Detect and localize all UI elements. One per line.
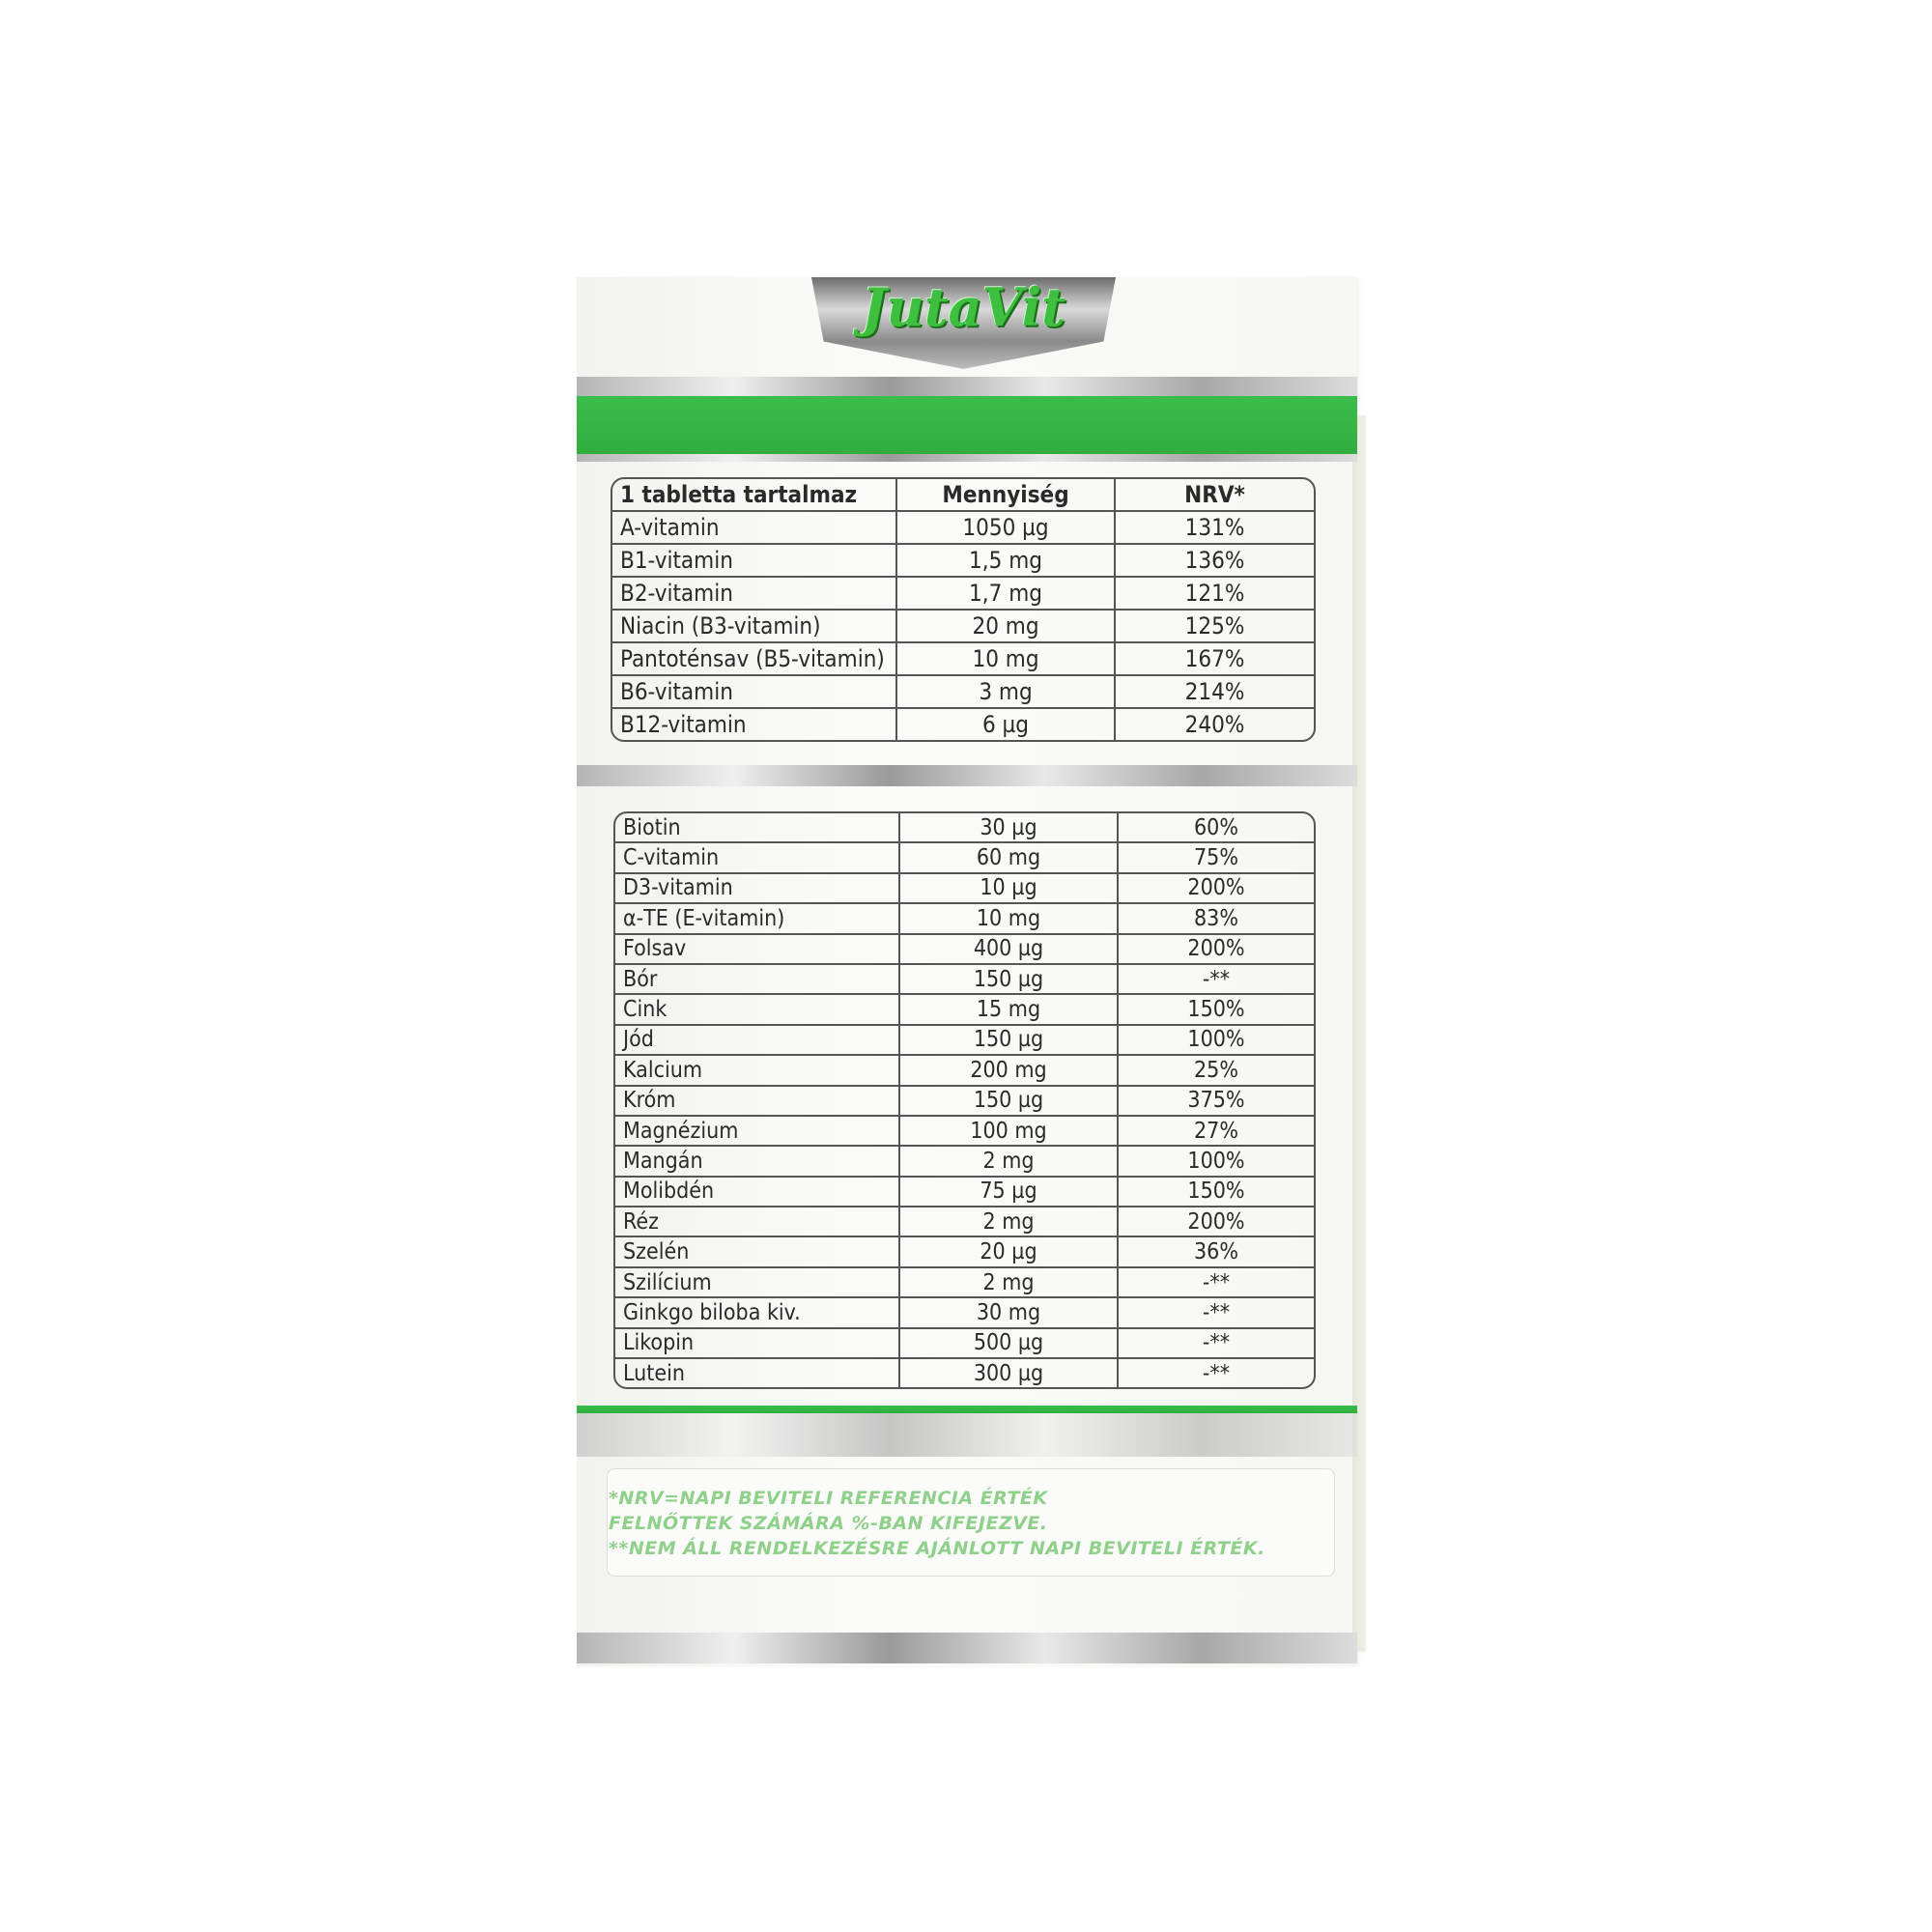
table-row <box>612 676 1314 709</box>
silver-band-top-thin <box>577 454 1357 462</box>
header-amount: Mennyiség <box>897 479 1116 512</box>
nutrient-nrv: 83% <box>1119 904 1314 934</box>
nutrient-amount: 10 mg <box>900 904 1119 934</box>
table-row <box>615 1056 1314 1086</box>
nutrient-amount: 1,7 mg <box>897 578 1116 611</box>
table-row <box>615 1329 1314 1359</box>
table-row <box>615 1087 1314 1117</box>
nutrient-amount: 2 mg <box>900 1147 1119 1177</box>
nutrient-name: B12-vitamin <box>612 709 897 740</box>
footnote-nrv: *NRV=NAPI BEVITELI REFERENCIA ÉRTÉK <box>609 1488 1048 1509</box>
nutrient-name: C-vitamin <box>615 843 900 873</box>
green-band-top <box>577 396 1357 454</box>
nutrient-nrv: -** <box>1119 965 1314 995</box>
nutrient-amount: 100 mg <box>900 1117 1119 1147</box>
nutrient-nrv: 200% <box>1119 935 1314 965</box>
nutrient-name: B1-vitamin <box>612 545 897 578</box>
nutrient-nrv: 150% <box>1119 1178 1314 1208</box>
nutrient-name: Likopin <box>615 1329 900 1359</box>
nutrient-name: Lutein <box>615 1359 900 1387</box>
nutrient-amount: 20 mg <box>897 611 1116 643</box>
nutrient-nrv: 75% <box>1119 843 1314 873</box>
table-row <box>615 874 1314 904</box>
nutrient-nrv: 25% <box>1119 1056 1314 1086</box>
package-side-edge <box>1352 415 1366 1652</box>
table-row <box>612 545 1314 578</box>
nutrient-amount: 15 mg <box>900 995 1119 1025</box>
nutrient-nrv: 200% <box>1119 1208 1314 1237</box>
nutrient-amount: 150 µg <box>900 1087 1119 1117</box>
nutrient-amount: 1050 µg <box>897 512 1116 545</box>
table-row <box>615 904 1314 934</box>
nutrient-nrv: 375% <box>1119 1087 1314 1117</box>
nutrient-name: Réz <box>615 1208 900 1237</box>
nutrient-amount: 150 µg <box>900 1026 1119 1056</box>
nutrient-name: Kalcium <box>615 1056 900 1086</box>
nutrient-nrv: 100% <box>1119 1026 1314 1056</box>
nutrient-nrv: 27% <box>1119 1117 1314 1147</box>
table-row <box>615 1359 1314 1387</box>
nutrient-name: D3-vitamin <box>615 874 900 904</box>
nutrient-nrv: 100% <box>1119 1147 1314 1177</box>
nutrient-amount: 20 µg <box>900 1237 1119 1267</box>
green-band-bottom <box>577 1406 1357 1413</box>
brand-logo: JutaVit <box>861 276 1066 338</box>
nutrient-amount: 10 µg <box>900 874 1119 904</box>
table-row <box>615 965 1314 995</box>
nutrient-nrv: -** <box>1119 1329 1314 1359</box>
silver-band-base <box>577 1633 1357 1663</box>
nutrient-name: A-vitamin <box>612 512 897 545</box>
nutrient-amount: 30 µg <box>900 813 1119 843</box>
nutrient-name: Mangán <box>615 1147 900 1177</box>
table-row <box>612 643 1314 676</box>
nutrient-name: Ginkgo biloba kiv. <box>615 1298 900 1328</box>
silver-band-middle <box>577 765 1357 786</box>
nutrient-name: Szilícium <box>615 1268 900 1298</box>
nutrient-name: B6-vitamin <box>612 676 897 709</box>
table-row <box>612 709 1314 740</box>
nutrient-name: Magnézium <box>615 1117 900 1147</box>
table-header-row <box>612 479 1314 512</box>
nutrient-amount: 10 mg <box>897 643 1116 676</box>
table-row <box>615 935 1314 965</box>
nutrient-nrv: 167% <box>1116 643 1314 676</box>
nutrient-nrv: -** <box>1202 1360 1231 1386</box>
nutrient-amount: 500 µg <box>900 1329 1119 1359</box>
nutrient-amount: 6 µg <box>897 709 1116 740</box>
header-nrv: NRV* <box>1116 479 1314 512</box>
nutrient-nrv: 136% <box>1116 545 1314 578</box>
nutrient-nrv: 214% <box>1116 676 1314 709</box>
nutrient-name: B2-vitamin <box>612 578 897 611</box>
silver-band-top <box>577 377 1357 396</box>
nutrient-name: Biotin <box>615 813 900 843</box>
footnote-no-reference: **NEM ÁLL RENDELKEZÉSRE AJÁNLOTT NAPI BEVITELI ÉRTÉK. <box>609 1538 1265 1559</box>
nutrient-amount: 2 mg <box>900 1268 1119 1298</box>
nutrient-nrv: 150% <box>1119 995 1314 1025</box>
table-row <box>615 1208 1314 1237</box>
table-row <box>612 611 1314 643</box>
nutrient-nrv: 60% <box>1119 813 1314 843</box>
table-row <box>615 1026 1314 1056</box>
nutrition-table-minerals <box>613 811 1316 1389</box>
footnote-nrv-adults: FELNŐTTEK SZÁMÁRA %-BAN KIFEJEZVE. <box>609 1513 1048 1534</box>
nutrient-name: Pantoténsav (B5-vitamin) <box>612 643 897 676</box>
table-row <box>615 1237 1314 1267</box>
nutrient-name: Folsav <box>615 935 900 965</box>
nutrient-amount: 75 µg <box>900 1178 1119 1208</box>
nutrient-name: Cink <box>615 995 900 1025</box>
nutrient-amount: 2 mg <box>900 1208 1119 1237</box>
nutrient-name: Niacin (B3-vitamin) <box>612 611 897 643</box>
nutrient-amount: 60 mg <box>900 843 1119 873</box>
nutrient-nrv: -** <box>1119 1268 1314 1298</box>
nutrient-nrv: -** <box>1119 1298 1314 1328</box>
nutrient-name: Jód <box>615 1026 900 1056</box>
table-row <box>615 1117 1314 1147</box>
table-row <box>612 512 1314 545</box>
table-row <box>615 1298 1314 1328</box>
table-row <box>615 1178 1314 1208</box>
nutrient-nrv: 200% <box>1119 874 1314 904</box>
nutrient-amount: 400 µg <box>900 935 1119 965</box>
table-row <box>612 578 1314 611</box>
nutrient-nrv: 240% <box>1184 711 1245 738</box>
table-row <box>615 1268 1314 1298</box>
nutrient-name: Szelén <box>615 1237 900 1267</box>
nutrient-nrv: 125% <box>1116 611 1314 643</box>
nutrient-name: Króm <box>615 1087 900 1117</box>
nutrient-name: Molibdén <box>615 1178 900 1208</box>
nutrient-name: Bór <box>615 965 900 995</box>
nutrient-nrv: 131% <box>1116 512 1314 545</box>
nutrient-amount: 200 mg <box>900 1056 1119 1086</box>
nutrient-amount: 30 mg <box>900 1298 1119 1328</box>
nutrition-table-vitamins <box>611 477 1316 742</box>
nutrient-nrv: 121% <box>1116 578 1314 611</box>
header-contents: 1 tabletta tartalmaz <box>612 479 897 512</box>
nutrient-nrv: 36% <box>1119 1237 1314 1267</box>
nutrient-amount: 300 µg <box>900 1359 1119 1387</box>
silver-band-bottom <box>577 1413 1357 1457</box>
nutrient-amount: 3 mg <box>897 676 1116 709</box>
nutrient-amount: 150 µg <box>900 965 1119 995</box>
nutrient-amount: 1,5 mg <box>897 545 1116 578</box>
table-row <box>615 1147 1314 1177</box>
table-row <box>615 843 1314 873</box>
table-row <box>615 995 1314 1025</box>
table-row <box>615 813 1314 843</box>
nutrient-name: α-TE (E-vitamin) <box>615 904 900 934</box>
